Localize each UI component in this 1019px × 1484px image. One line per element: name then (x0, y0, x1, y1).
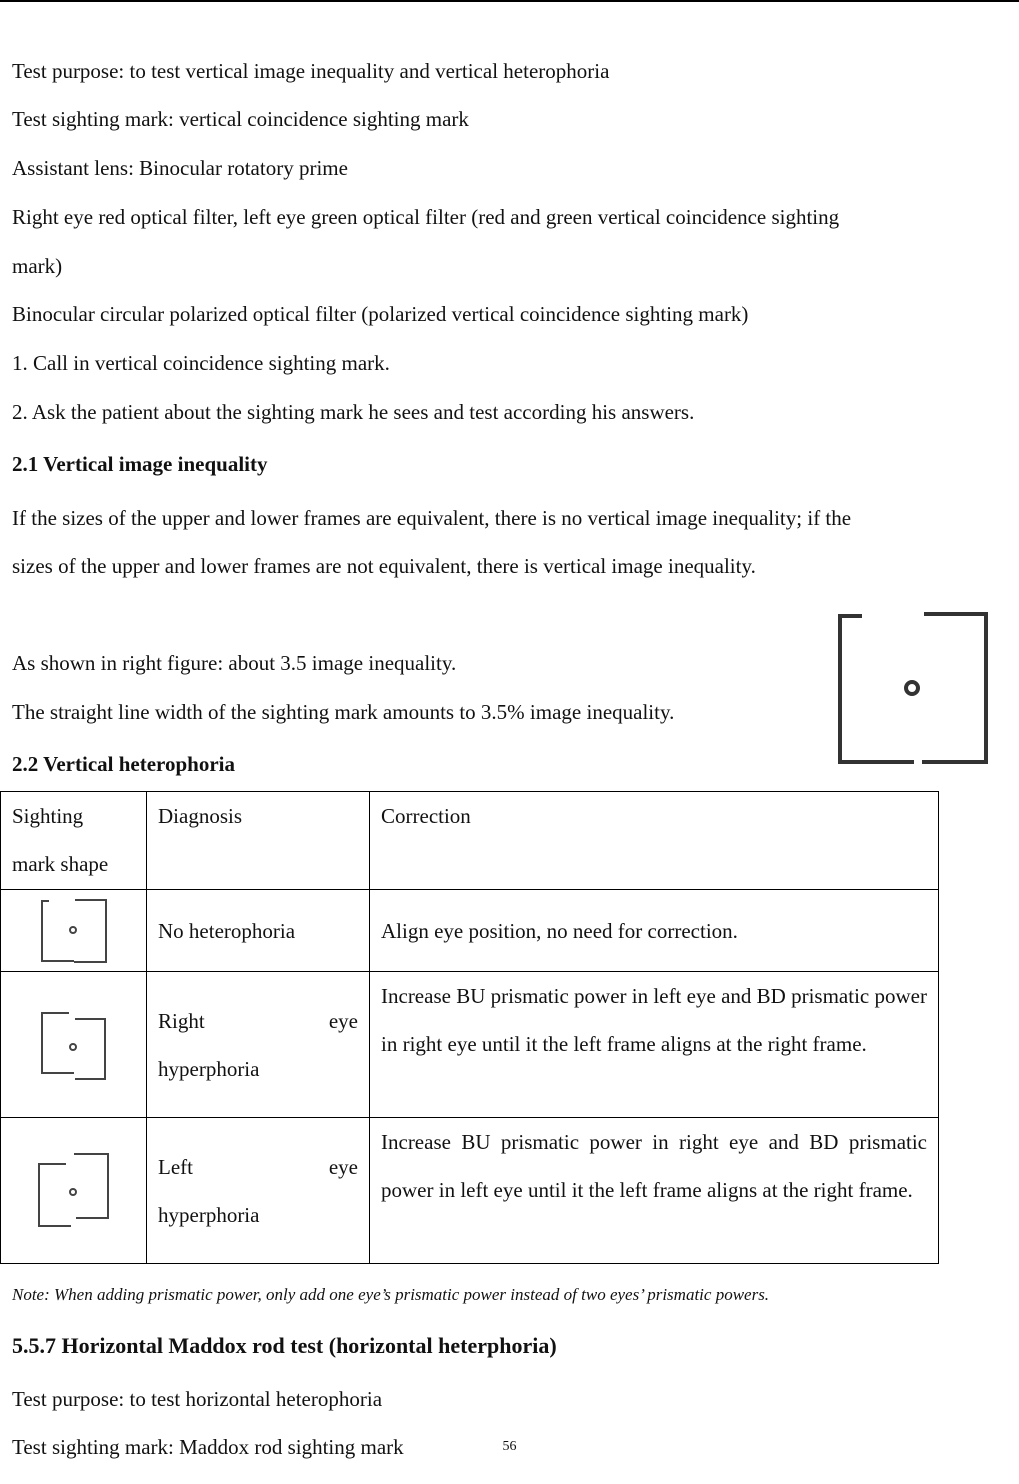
header-cell: Correction (370, 792, 939, 890)
sighting-mark-shape-left-hyperphoria (1, 1118, 147, 1264)
text-line: Test sighting mark: vertical coincidence sighting mark (12, 107, 469, 131)
correction-cell: Align eye position, no need for correction. (370, 890, 939, 972)
paragraph-line: Test sighting mark: Maddox rod sighting mark (12, 1435, 404, 1459)
section-heading: 5.5.7 Horizontal Maddox rod test (horizontal heterphoria) (12, 1333, 557, 1358)
correction-cell: Increase BU prismatic power in left eye and BD prismatic power in right eye until it the left frame aligns at the right frame. (370, 972, 939, 1118)
table-row (1, 890, 939, 972)
text-line: Assistant lens: Binocular rotatory prime (12, 156, 348, 180)
image-inequality-figure (834, 608, 994, 770)
top-rule (0, 0, 1019, 2)
section-heading: 2.1 Vertical image inequality (12, 452, 268, 476)
text-line: Right eye red optical filter, left eye green optical filter (red and green vertical coincidence sighting (12, 205, 840, 229)
correction-cell: Increase BU prismatic power in right eye and BD prismatic power in left eye until it the left frame aligns at the right frame. (370, 1118, 939, 1264)
diagnosis-text: Right eye (158, 1008, 358, 1033)
text-line: 2. Ask the patient about the sighting mark he sees and test according his answers. (12, 400, 695, 424)
diagnosis-text: hyperphoria (158, 1202, 260, 1227)
table-note: Note: When adding prismatic power, only add one eye’s prismatic power instead of two eyes’ prismatic powers. (12, 1285, 770, 1304)
text-line: Test purpose: to test vertical image inequality and vertical heterophoria (12, 59, 610, 83)
header-cell (1, 792, 147, 890)
header-text: Sighting (12, 804, 84, 828)
text-line: mark) (12, 254, 63, 278)
paragraph-line: As shown in right figure: about 3.5 image inequality. (12, 651, 457, 675)
table-row (1, 1118, 939, 1264)
page-number: 56 (502, 1439, 517, 1454)
table-header-row (1, 792, 939, 890)
header-text: mark shape (12, 852, 109, 876)
diagnosis-cell (147, 1118, 370, 1264)
sighting-mark-shape-no-heterophoria (1, 890, 147, 972)
table-row (1, 972, 939, 1118)
diagnosis-text: Left eye (158, 1154, 358, 1179)
text-line: Binocular circular polarized optical filter (polarized vertical coincidence sighting mark) (12, 302, 749, 326)
paragraph-line: sizes of the upper and lower frames are not equivalent, there is vertical image inequality. (12, 554, 756, 578)
header-cell: Diagnosis (147, 792, 370, 890)
diagnosis-cell (147, 972, 370, 1118)
paragraph-line: Test purpose: to test horizontal heterophoria (12, 1387, 383, 1411)
paragraph-line: If the sizes of the upper and lower frames are equivalent, there is no vertical image inequality; if the (12, 506, 852, 530)
paragraph-line: The straight line width of the sighting mark amounts to 3.5% image inequality. (12, 700, 675, 724)
heterophoria-table (0, 791, 939, 1264)
diagnosis-cell: No heterophoria (147, 890, 370, 972)
section-heading: 2.2 Vertical heterophoria (12, 752, 236, 776)
text-line: 1. Call in vertical coincidence sighting mark. (12, 351, 390, 375)
diagnosis-text: hyperphoria (158, 1056, 260, 1081)
sighting-mark-shape-right-hyperphoria (1, 972, 147, 1118)
